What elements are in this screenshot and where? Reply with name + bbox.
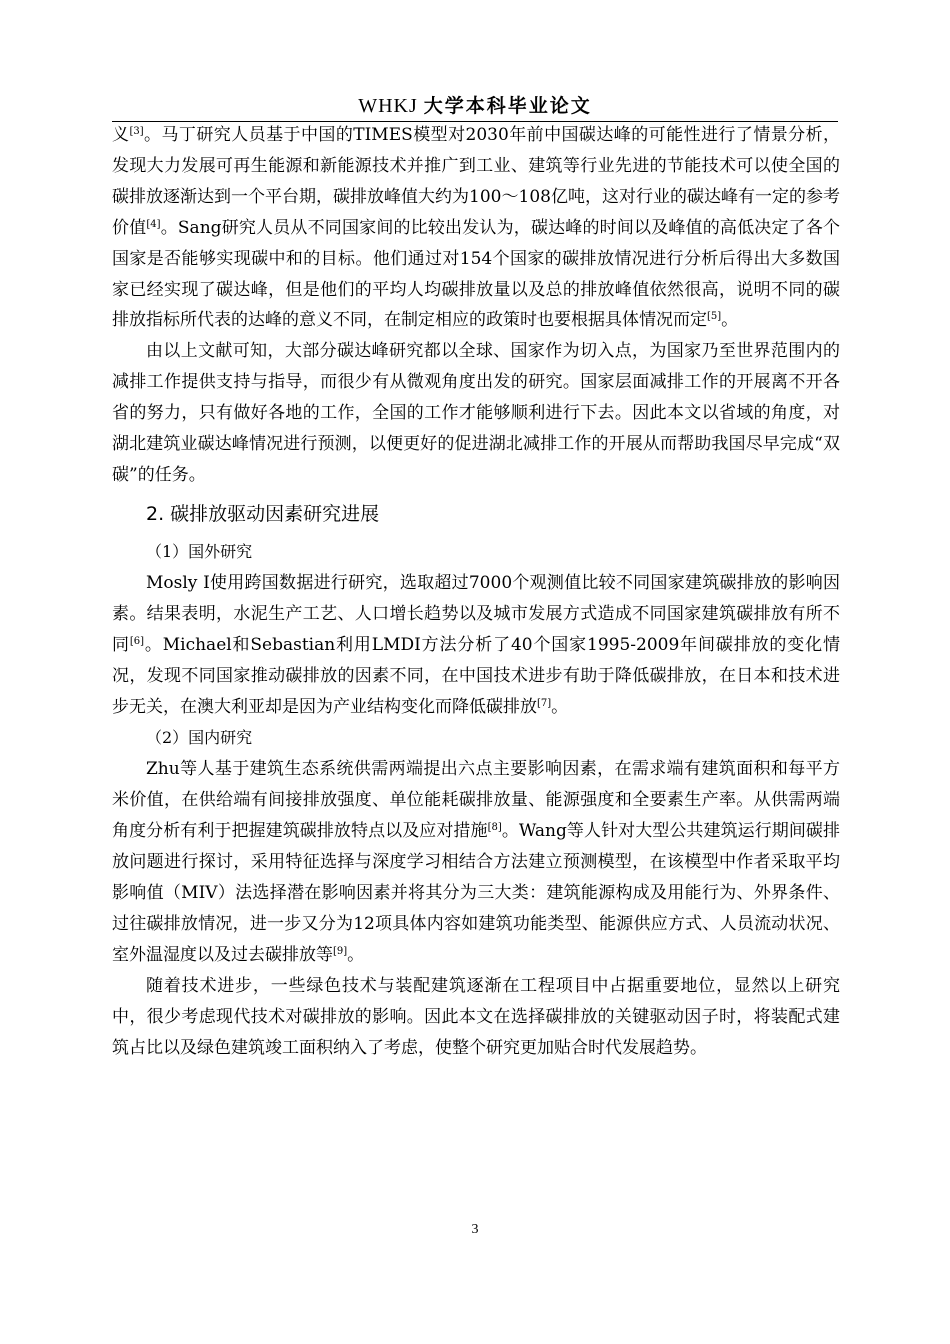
page-body xyxy=(112,120,840,1063)
header-title: 大学本科毕业论文 xyxy=(423,95,592,117)
citation-ref: [3] xyxy=(129,126,144,137)
paragraph-text: Zhu等人基于建筑生态系统供需两端提出六点主要影响因素，在需求端有建筑面积和每平方米价值，在供给端有间接排放强度、单位能耗碳排放量、能源强度和全要素生产率。从供需两端角度分析有利于把握建筑碳排放特点以及应对措施 xyxy=(112,759,840,842)
subsection-heading-foreign: （1）国外研究 xyxy=(146,541,253,561)
paragraph-text: 。马丁研究人员基于中国的TIMES模型对2030年前中国碳达峰的可能性进行了情景分析，发现大力发展可再生能源和新能源技术并推广到工业、建筑等行业先进的节能技术可以使全国的碳排放逐渐达到一个平台期，碳排放峰值大约为100～108亿吨，这对行业的碳达峰有一定的参考价值 xyxy=(112,125,841,238)
paragraph-text: Mosly I使用跨国数据进行研究，选取超过7000个观测值比较不同国家建筑碳排放的影响因素。结果表明，水泥生产工艺、人口增长趋势以及城市发展方式造成不同国家建筑碳排放有所不同 xyxy=(112,572,840,655)
page-number: 3 xyxy=(471,1222,479,1237)
citation-ref: [4] xyxy=(146,218,161,230)
citation-ref: [6] xyxy=(129,635,145,647)
section-heading: 2. 碳排放驱动因素研究进展 xyxy=(146,502,380,525)
paragraph-text: 。Michael和Sebastian利用LMDI方法分析了40个国家1995-2009年间碳排放的变化情况，发现不同国家推动碳排放的因素不同，在中国技术进步有助于降低碳排放，在日本和技术进步无关，在澳大利亚却是因为产业结构变化而降低碳排放 xyxy=(112,634,840,717)
subsection-heading-domestic: （2）国内研究 xyxy=(146,728,253,748)
paragraph-2: 由以上文献可知，大部分碳达峰研究都以全球、国家作为切入点，为国家乃至世界范围内的减排工作提供支持与指导，而很少有从微观角度出发的研究。国家层面减排工作的开展离不开各省的努力，只有做好各地的工作，全国的工作才能够顺利进行下去。因此本文以省域的角度，对湖北建筑业碳达峰情况进行预测，以便更好的促进湖北减排工作的开展从而帮助我国尽早完成“双碳”的任务。 xyxy=(112,341,840,485)
citation-ref: [9] xyxy=(333,945,348,957)
paragraph-text: 。Sang研究人员从不同国家间的比较出发认为，碳达峰的时间以及峰值的高低决定了各个国家是否能够实现碳中和的目标。他们通过对154个国家的碳排放情况进行分析后得出大多数国家已经实现了碳达峰，但是他们的平均人均碳排放量以及总的排放峰值依然很高，说明不同的碳排放指标所代表的达峰的意义不同，在制定相应的政策时也要根据具体情况而定 xyxy=(112,217,841,331)
header-code: WHKJ xyxy=(358,95,418,117)
paragraph-4 xyxy=(112,754,840,970)
citation-ref: [8] xyxy=(487,822,502,834)
paragraph-5: 随着技术进步，一些绿色技术与装配建筑逐渐在工程项目中占据重要地位，显然以上研究中，很少考虑现代技术对碳排放的影响。因此本文在选择碳排放的关键驱动因子时，将装配式建筑占比以及绿色建筑竣工面积纳入了考虑，使整个研究更加贴合时代发展趋势。 xyxy=(112,975,840,1058)
paragraph-text: 。 xyxy=(347,944,365,965)
paragraph-text: 义 xyxy=(112,125,130,145)
citation-ref: [7] xyxy=(537,697,552,709)
page-header xyxy=(112,92,838,120)
paragraph-text: 。 xyxy=(551,696,569,717)
paragraph-1 xyxy=(112,120,840,336)
paragraph-text: 。Wang等人针对大型公共建筑运行期间碳排放问题进行探讨，采用特征选择与深度学习相结合方法建立预测模型，在该模型中作者采取平均影响值（MIV）法选择潜在影响因素并将其分为三大类：建筑能源构成及用能行为、外界条件、过往碳排放情况，进一步又分为12项具体内容如建筑功能类型、能源供应方式、人员流动状况、室外温湿度以及过去碳排放等 xyxy=(112,821,840,965)
paragraph-text: 。 xyxy=(721,310,739,331)
citation-ref: [5] xyxy=(707,311,722,323)
paragraph-3 xyxy=(112,568,840,723)
